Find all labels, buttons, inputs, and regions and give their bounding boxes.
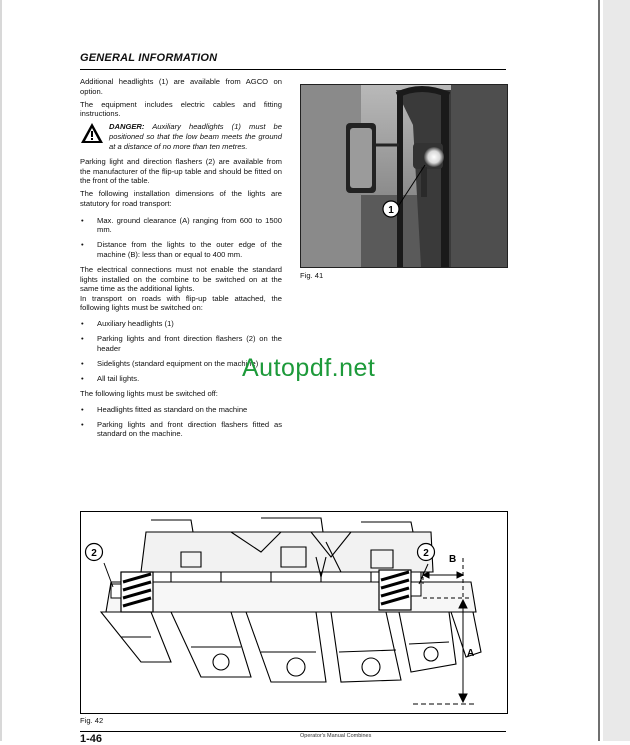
figure-42-caption: Fig. 42 bbox=[80, 716, 104, 725]
lights-off-list bbox=[80, 405, 282, 439]
footer-info: Operator's Manual Combines bbox=[300, 733, 372, 739]
danger-body: Auxiliary headlights (1) must be positioned so that the low beam meets the ground at a distance of no more than ten metres. bbox=[109, 122, 282, 151]
paragraph: In transport on roads with flip-up table attached, the following lights must be switched on: bbox=[80, 293, 282, 313]
list-item: • Parking lights and front direction flashers (2) on the header bbox=[80, 334, 282, 353]
danger-text bbox=[109, 122, 282, 151]
list-item: • Sidelights (standard equipment on the machine) bbox=[80, 359, 282, 369]
dimension-a-label: A bbox=[467, 648, 475, 659]
dimensions-list bbox=[80, 216, 282, 260]
danger-label: DANGER: bbox=[109, 122, 145, 132]
dimension-b-label: B bbox=[449, 554, 457, 565]
watermark: Autopdf.net bbox=[242, 354, 376, 382]
figure-41-photo bbox=[300, 84, 508, 268]
viewer-gutter bbox=[603, 0, 630, 741]
cab-headlight-illustration bbox=[301, 85, 507, 267]
callout-2-left: 2 bbox=[91, 548, 97, 559]
callout-2-right: 2 bbox=[423, 548, 429, 559]
warning-triangle-icon bbox=[80, 122, 104, 144]
callout-1: 1 bbox=[388, 205, 394, 216]
paragraph: The following installation dimensions of the lights are statutory for road transport: bbox=[80, 189, 282, 209]
list-item: • Max. ground clearance (A) ranging from 600 to 1500 mm. bbox=[80, 216, 282, 235]
section-title: GENERAL INFORMATION bbox=[80, 52, 218, 64]
list-item: • Headlights fitted as standard on the machine bbox=[80, 405, 282, 415]
list-item: • Parking lights and front direction flashers fitted as standard on the machine. bbox=[80, 420, 282, 439]
text-column bbox=[80, 77, 282, 444]
list-item: • All tail lights. bbox=[80, 374, 282, 384]
header-lights-illustration bbox=[81, 512, 507, 713]
paragraph: Parking light and direction flashers (2) are available from the manufacturer of the flip-up table and should be fitted on the front of the table. bbox=[80, 157, 282, 186]
figure-41-caption: Fig. 41 bbox=[300, 271, 324, 280]
page-right-edge bbox=[598, 0, 600, 741]
section-header bbox=[80, 48, 506, 70]
danger-notice bbox=[80, 122, 282, 151]
page-number: 1-46 bbox=[80, 733, 103, 745]
footer-rule bbox=[80, 731, 506, 732]
list-item: • Distance from the lights to the outer edge of the machine (B): less than or equal to 400 mm. bbox=[80, 240, 282, 259]
paragraph: Additional headlights (1) are available from AGCO on option. bbox=[80, 77, 282, 96]
paragraph: The equipment includes electric cables and fitting instructions. bbox=[80, 99, 282, 119]
page-left-edge bbox=[0, 0, 2, 741]
paragraph: The electrical connections must not enable the standard lights installed on the combine to be switched on at the same time as the additional lights. bbox=[80, 265, 282, 294]
list-item: • Auxiliary headlights (1) bbox=[80, 319, 282, 329]
figure-42-drawing bbox=[80, 511, 508, 714]
paragraph: The following lights must be switched off: bbox=[80, 388, 218, 398]
